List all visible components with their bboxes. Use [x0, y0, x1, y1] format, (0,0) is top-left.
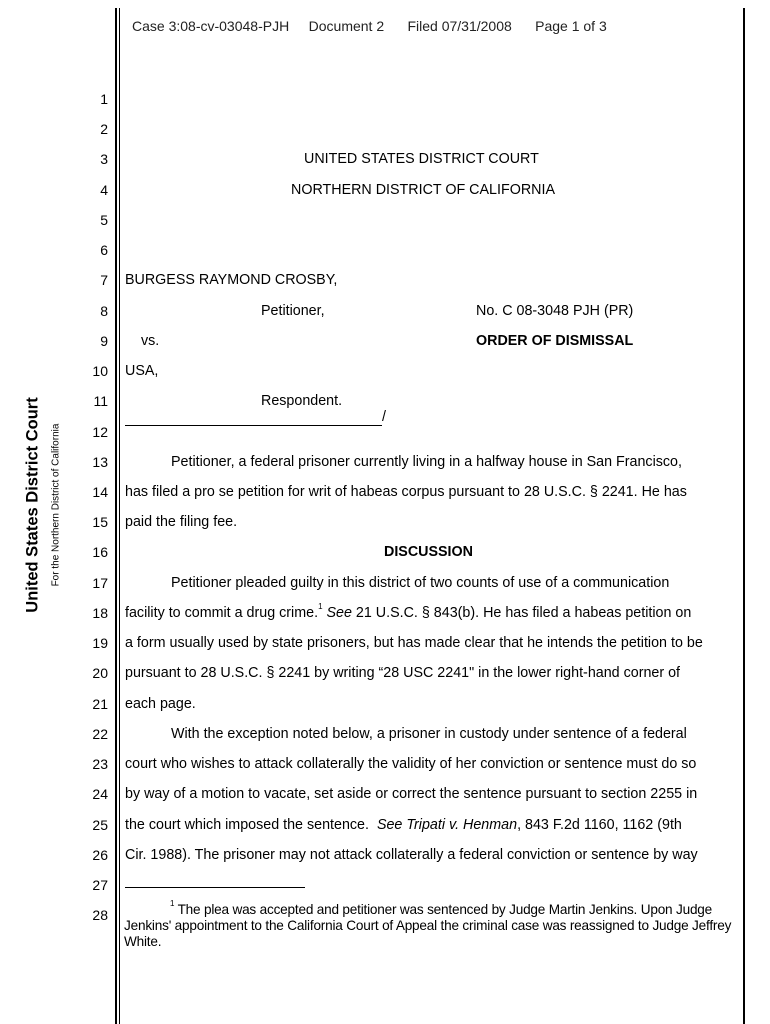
body-line-20: pursuant to 28 U.S.C. § 2241 by writing “28 USC 2241" in the lower right-hand corner of	[125, 665, 681, 681]
page-indicator: Page 1 of 3	[535, 18, 607, 34]
caption-divider-slash: /	[382, 409, 386, 425]
sidebar-district-name: For the Northern District of California	[50, 423, 62, 587]
court-name: UNITED STATES DISTRICT COURT	[304, 151, 539, 167]
case-number-caption: No. C 08-3048 PJH (PR)	[476, 303, 634, 319]
district-name: NORTHERN DISTRICT OF CALIFORNIA	[291, 182, 555, 198]
body-line-24: by way of a motion to vacate, set aside or correct the sentence pursuant to section 2255 in	[125, 786, 698, 802]
petitioner-name: BURGESS RAYMOND CROSBY,	[125, 272, 338, 288]
body-line-23: court who wishes to attack collaterally the validity of her conviction or sentence must do so	[125, 756, 697, 772]
line-number: 9	[100, 333, 108, 349]
line-number: 14	[92, 484, 108, 500]
line-number: 24	[92, 786, 108, 802]
line-number: 25	[92, 817, 108, 833]
body-line-25-reporter: , 843 F.2d 1160, 1162 (9th	[517, 817, 682, 833]
line-number: 12	[92, 424, 108, 440]
caption-divider	[125, 425, 382, 426]
footnote-number: 1	[170, 899, 175, 908]
body-line-22: With the exception noted below, a prisoner in custody under sentence of a federal	[171, 726, 687, 742]
line-number: 26	[92, 847, 108, 863]
line-number: 7	[100, 272, 108, 288]
body-line-25	[125, 817, 682, 833]
right-margin-rule	[743, 8, 745, 1024]
filed-date: Filed 07/31/2008	[407, 18, 512, 34]
line-number: 21	[92, 696, 108, 712]
body-line-25-text: the court which imposed the sentence.	[125, 817, 377, 833]
see-signal: See	[326, 605, 352, 621]
body-line-15: paid the filing fee.	[125, 514, 238, 530]
sidebar-court-name: United States District Court	[23, 397, 42, 613]
body-line-18-citation: 21 U.S.C. § 843(b). He has filed a habeas petition on	[351, 605, 692, 621]
line-number: 8	[100, 303, 108, 319]
respondent-name: USA,	[125, 363, 159, 379]
footnote-separator	[125, 887, 305, 888]
footnote-reference: 1	[318, 602, 323, 611]
body-line-21: each page.	[125, 696, 196, 712]
line-number: 28	[92, 907, 108, 923]
versus-label: vs.	[141, 333, 160, 349]
line-number: 13	[92, 454, 108, 470]
order-title: ORDER OF DISMISSAL	[476, 333, 634, 349]
footnote-text: The plea was accepted and petitioner was sentenced by Judge Martin Jenkins. Upon Judge Jenkins' appointment to the California Court of Appeal the criminal case was reassigned to Judge Jeffrey White.	[124, 902, 732, 949]
line-number: 2	[100, 121, 108, 137]
body-line-19: a form usually used by state prisoners, but has made clear that he intends the petition to be	[125, 635, 703, 651]
line-number: 18	[92, 605, 108, 621]
case-number: Case 3:08-cv-03048-PJH	[132, 18, 290, 34]
discussion-heading: DISCUSSION	[384, 544, 473, 560]
document-number: Document 2	[308, 18, 385, 34]
body-line-18-text: facility to commit a drug crime.	[125, 605, 319, 621]
body-line-18	[125, 602, 692, 621]
body-line-26: Cir. 1988). The prisoner may not attack collaterally a federal conviction or sentence by way	[125, 847, 698, 863]
line-number: 10	[92, 363, 108, 379]
body-line-13: Petitioner, a federal prisoner currently living in a halfway house in San Francisco,	[171, 454, 682, 470]
case-citation: See Tripati v. Henman	[376, 817, 518, 833]
left-margin-rule-1	[115, 8, 117, 1024]
respondent-role: Respondent.	[261, 393, 343, 409]
body-line-17: Petitioner pleaded guilty in this district of two counts of use of a communication	[171, 575, 670, 591]
line-number: 17	[92, 575, 108, 591]
line-number: 22	[92, 726, 108, 742]
line-number: 3	[100, 151, 108, 167]
line-number: 5	[100, 212, 108, 228]
footnote	[124, 899, 738, 950]
petitioner-role: Petitioner,	[261, 303, 325, 319]
body-line-14: has filed a pro se petition for writ of habeas corpus pursuant to 28 U.S.C. § 2241. He has	[125, 484, 687, 500]
case-header	[132, 18, 607, 34]
line-number: 15	[92, 514, 108, 530]
line-number: 19	[92, 635, 108, 651]
line-number: 1	[100, 91, 108, 107]
line-number: 6	[100, 242, 108, 258]
line-number: 16	[92, 544, 108, 560]
line-number: 4	[100, 182, 108, 198]
left-margin-rule-2	[119, 8, 121, 1024]
line-number: 20	[92, 665, 108, 681]
line-number: 27	[92, 877, 108, 893]
line-number: 23	[92, 756, 108, 772]
line-number: 11	[93, 393, 108, 409]
